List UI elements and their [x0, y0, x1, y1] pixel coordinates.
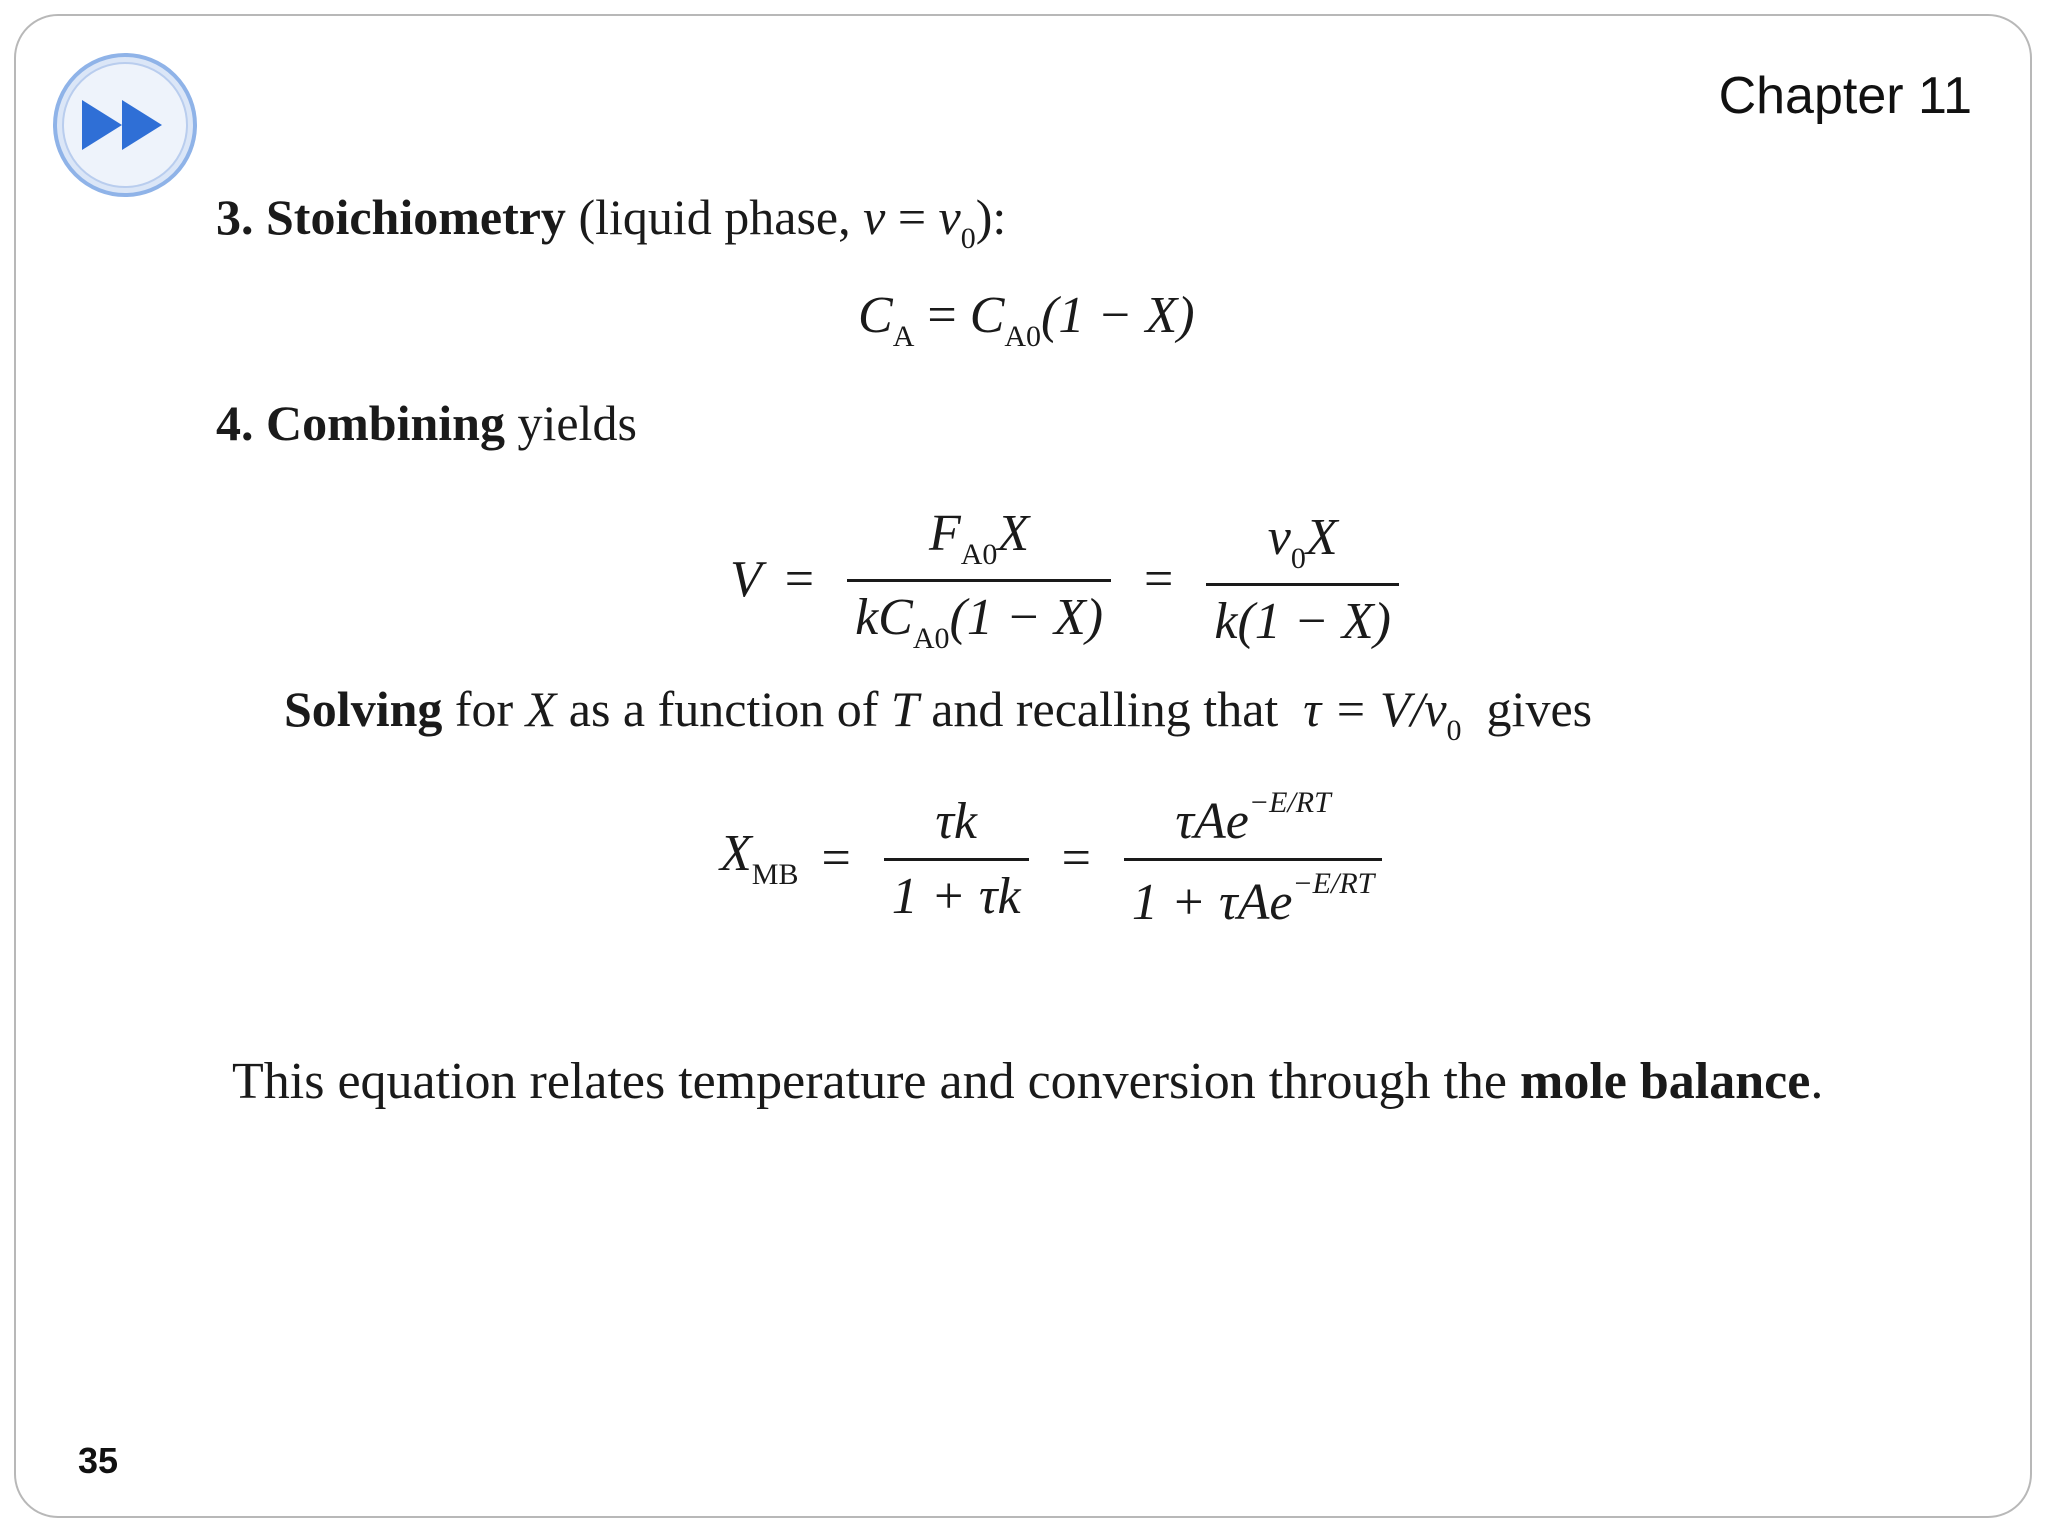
volume-frac2-denominator: k(1 − X) — [1214, 592, 1391, 650]
frac1-den-sub: A0 — [912, 621, 950, 655]
xmb-frac1-denominator: 1 + τk — [891, 867, 1021, 925]
conc-equals: = — [927, 287, 957, 344]
volume-fraction-1 — [847, 504, 1111, 656]
conc-rhs: C — [969, 287, 1005, 344]
step3-v0-sub: 0 — [960, 222, 976, 255]
conc-lhs-sub: A — [892, 320, 915, 353]
xmb-lhs — [720, 825, 799, 892]
solving-tau-expr: τ = V/v — [1303, 681, 1447, 737]
xmb-frac2-num-base: τAe — [1175, 793, 1249, 850]
volume-lhs: V — [730, 551, 762, 608]
solving-text-4: gives — [1486, 681, 1593, 737]
solving-text-3: and recalling that — [931, 681, 1279, 737]
xmb-fraction-2 — [1124, 786, 1382, 933]
conc-rhs-sub: A0 — [1004, 320, 1042, 353]
step3-heading — [216, 189, 1007, 255]
frac1-den-k: kC — [855, 588, 913, 646]
frac1-num-sub: A0 — [960, 538, 998, 571]
solving-tau-sub: 0 — [1446, 714, 1462, 747]
chapter-label: Chapter 11 — [1718, 67, 1972, 125]
conc-rhs-tail: (1 − X) — [1041, 287, 1195, 344]
solving-x: X — [525, 681, 557, 737]
conclusion-bold: mole balance — [1520, 1053, 1811, 1110]
frac2-num-x: X — [1305, 509, 1338, 567]
solving-text-2: as a function of — [568, 681, 879, 737]
volume-frac1-denominator — [847, 582, 1111, 657]
xmb-lhs-x: X — [720, 825, 752, 883]
conclusion-end: . — [1810, 1053, 1824, 1110]
conclusion-sentence — [232, 1052, 1823, 1111]
fast-forward-button[interactable] — [52, 52, 198, 198]
solving-sentence — [284, 681, 1593, 747]
xmb-frac2-numerator — [1124, 786, 1382, 861]
xmb-frac2-den-exp: −E/RT — [1292, 866, 1375, 900]
frac2-num-sub: 0 — [1290, 542, 1306, 576]
volume-frac1-numerator — [847, 504, 1111, 582]
volume-equals-1: = — [784, 551, 815, 608]
xmb-equation — [720, 786, 1392, 933]
step3-title: Stoichiometry — [266, 189, 566, 245]
step3-qualifier-open: (liquid phase, — [578, 189, 851, 245]
xmb-fraction-1 — [884, 792, 1029, 927]
frac1-num-f: F — [928, 505, 961, 562]
xmb-frac2-num-exp: −E/RT — [1248, 786, 1331, 819]
step4-number: 4. — [216, 395, 254, 451]
step4-rest: yields — [517, 395, 637, 451]
xmb-frac2-den-base: 1 + τAe — [1131, 873, 1293, 931]
frac1-den-tail: (1 − X) — [949, 588, 1104, 646]
step3-number: 3. — [216, 189, 254, 245]
step4-title: Combining — [266, 395, 505, 451]
concentration-equation — [858, 287, 1195, 353]
solving-bold: Solving — [284, 681, 443, 737]
volume-equals-2: = — [1144, 551, 1174, 608]
step3-equals: = — [897, 189, 927, 245]
solving-text-1: for — [454, 681, 514, 737]
volume-fraction-2 — [1206, 508, 1399, 651]
page-number: 35 — [78, 1440, 119, 1481]
step3-qualifier-close: ): — [975, 189, 1007, 245]
conclusion-text: This equation relates temperature and conversion through the — [232, 1053, 1508, 1110]
frac2-num-v: v — [1267, 509, 1291, 567]
solving-t: T — [890, 681, 919, 737]
conc-lhs: C — [858, 287, 893, 344]
frac1-num-x: X — [997, 505, 1030, 562]
step3-v0: v — [938, 189, 961, 245]
volume-equation — [730, 504, 1409, 656]
slide-frame — [14, 14, 2032, 1518]
xmb-equals-2: = — [1061, 830, 1091, 888]
xmb-frac1-numerator: τk — [884, 792, 1029, 861]
xmb-frac2-denominator — [1124, 861, 1382, 933]
xmb-lhs-sub: MB — [751, 858, 799, 892]
volume-frac2-numerator — [1206, 508, 1399, 586]
step4-heading — [216, 395, 637, 451]
xmb-equals-1: = — [821, 830, 851, 888]
fast-forward-icon — [52, 52, 198, 198]
step3-v: v — [863, 189, 886, 245]
